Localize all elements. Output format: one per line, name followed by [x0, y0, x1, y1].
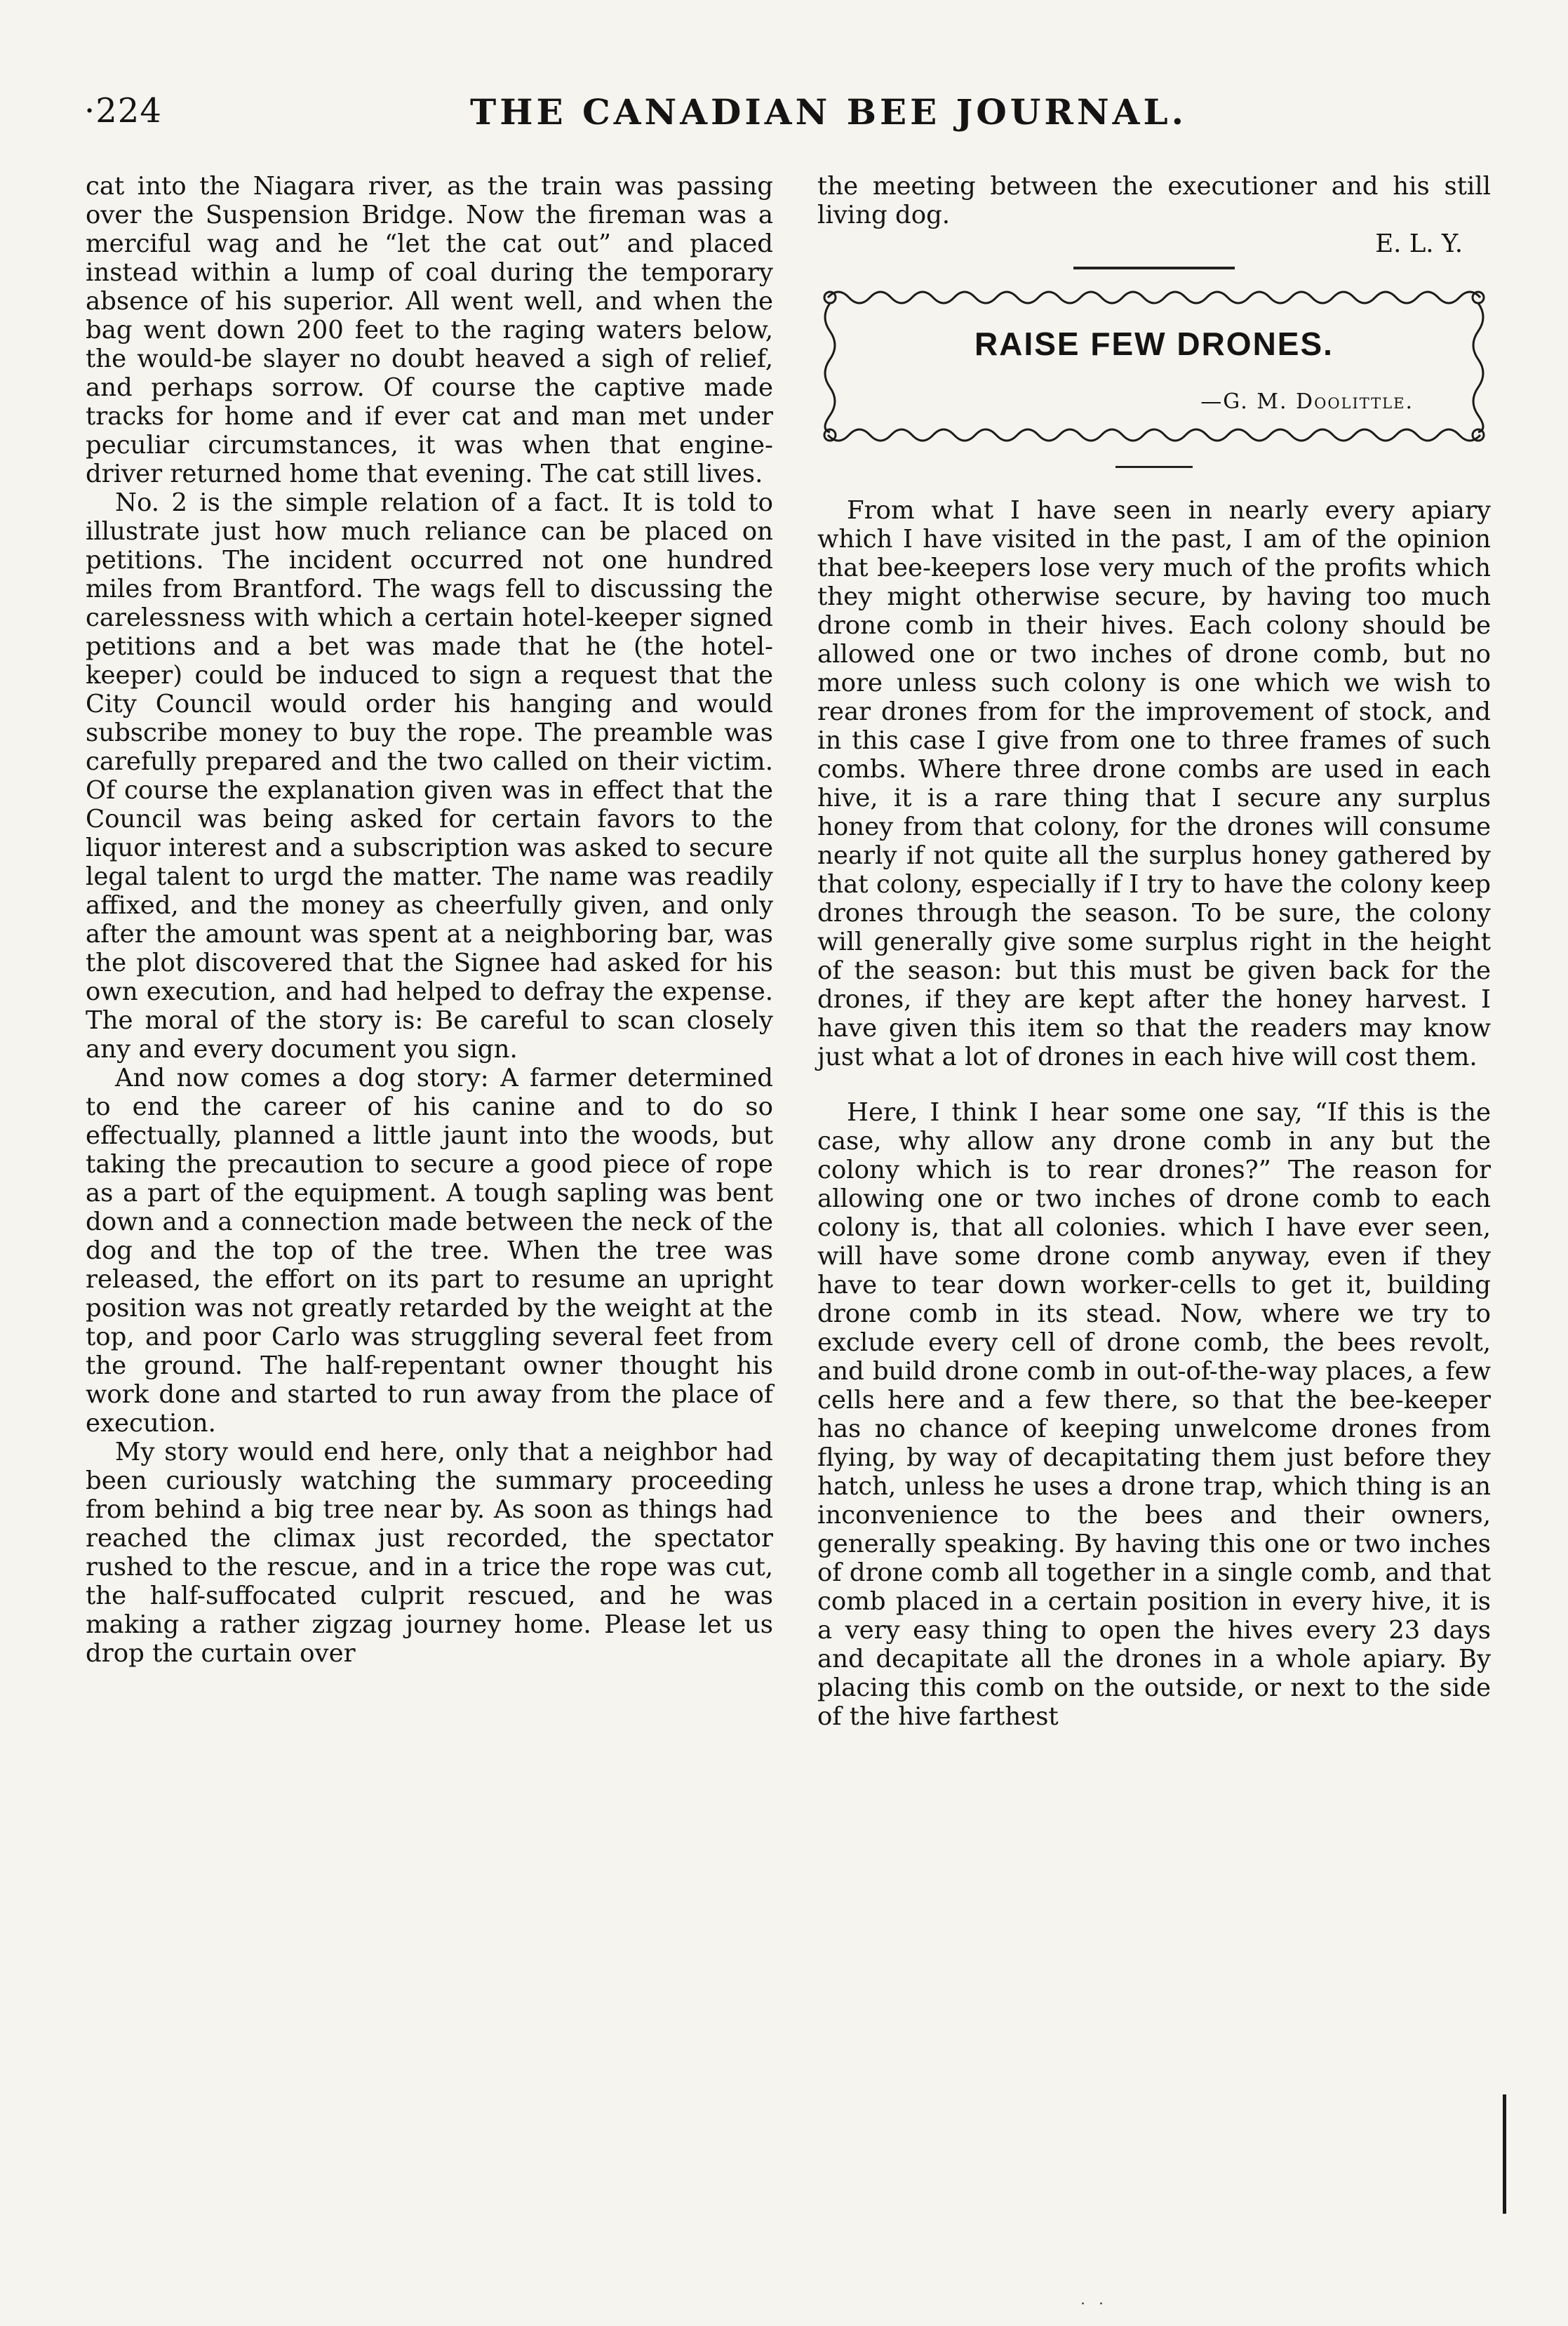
paragraph-drone-comb: From what I have seen in nearly every apiary which I have visited in the past, I am of the opinion that bee-keepers lose very much of the profits which they might otherwise secure, by having too much drone comb in their hives. Each colony should be allowed one or two inches of drone comb, but no more unless such colony is one which we wish to rear drones from for the improvement of stock, and in this case I give from one to three frames of such combs. Where three drone combs are used in each hive, it is a rare thing that I secure any surplus honey from that colony, for the drones will consume nearly if not quite all the surplus honey gathered by that colony, especially if I try to have the colony keep drones through the season. To be sure, the colony will generally give some surplus right in the height of the season: but this must be given back for the drones, if they are kept after the honey harvest. I have given this item so that the readers may know just what a lot of drones in each hive will cost them.: [817, 496, 1491, 1071]
paragraph-dog-story: And now comes a dog story: A farmer determined to end the career of his canine and to do so effectually, planned a little jaunt into the woods, but taking the precaution to secure a good piece of rope as a part of the equipment. A tough sapling was bent down and a connection made between the neck of the dog and the top of the tree. When the tree was released, the effort on its part to resume an upright position was not greatly retarded by the weight at the top, and poor Carlo was struggling several feet from the ground. The half-repentant owner thought his work done and started to run away from the place of execution.: [86, 1064, 773, 1438]
footer-marks: . .: [1080, 2291, 1108, 2308]
paragraph-drone-reason: Here, I think I hear some one say, “If this is the case, why allow any drone comb in any but the colony which is to rear drones?” The reason for allowing one or two inches of drone comb to each colony is, that all colonies. which I have ever seen, will have some drone comb anyway, even if they have to tear down worker-cells to get it, building drone comb in its stead. Now, where we try to exclude every cell of drone comb, the bees revolt, and build drone comb in out-of-the-way places, a few cells here and a few there, so that the bee-keeper has no chance of keeping unwelcome drones from flying, by way of decapitating them just before they hatch, unless he uses a drone trap, which thing is an inconvenience to the bees and their owners, generally speaking. By having this one or two inches of drone comb all together in a single comb, and that comb placed in a certain position in every hive, it is a very easy thing to open the hives every 23 days and decapitate all the drones in a whole apiary. By placing this comb on the outside, or next to the side of the hive farthest: [817, 1098, 1491, 1731]
ornamental-border: [817, 282, 1491, 450]
left-column: [86, 172, 773, 1668]
paragraph-story-ending: the meeting between the executioner and his still living dog.: [817, 172, 1491, 229]
article-author: —G. M. Doolittle.: [1200, 389, 1414, 414]
title-divider: [1115, 466, 1193, 468]
page-number: ·224: [84, 91, 162, 131]
signoff-line: [817, 229, 1491, 258]
article-title: RAISE FEW DRONES.: [974, 326, 1334, 362]
right-column: [817, 172, 1491, 1731]
section-divider: [1073, 267, 1235, 269]
story-signoff: E. L. Y.: [1375, 229, 1463, 258]
running-head: [84, 91, 1487, 147]
paragraph-dog-rescue: My story would end here, only that a neighbor had been curiously watching the summary proceeding from behind a big tree near by. As soon as things had reached the climax just recorded, the spectator rushed to the rescue, and in a trice the rope was cut, the half-suffocated culprit rescued, and he was making a rather zigzag journey home. Please let us drop the curtain over: [86, 1438, 773, 1668]
margin-rule: [1503, 2094, 1506, 2214]
journal-title: THE CANADIAN BEE JOURNAL.: [470, 91, 1188, 133]
paragraph-cat-story: cat into the Niagara river, as the train was passing over the Suspension Bridge. Now the fireman was a merciful wag and he “let the cat out” and placed instead within a lump of coal during the temporary absence of his superior. All went well, and when the bag went down 200 feet to the raging waters below, the would-be slayer no doubt heaved a sigh of relief, and perhaps sorrow. Of course the captive made tracks for home and if ever cat and man met under peculiar circumstances, it was when that engine-driver returned home that evening. The cat still lives.: [86, 172, 773, 488]
paragraph-petition-story: No. 2 is the simple relation of a fact. It is told to illustrate just how much reliance can be placed on petitions. The incident occurred not one hundred miles from Brantford. The wags fell to discussing the carelessness with which a certain hotel-keeper signed petitions and a bet was made that he (the hotel-keeper) could be induced to sign a request that the City Council would order his hanging and would subscribe money to buy the rope. The preamble was carefully prepared and the two called on their victim. Of course the explanation given was in effect that the Council was being asked for certain favors to the liquor interest and a subscription was asked to secure legal talent to urgd the matter. The name was readily affixed, and the money as cheerfully given, and only after the amount was spent at a neighboring bar, was the plot discovered that the Signee had asked for his own execution, and had helped to defray the expense. The moral of the story is: Be careful to scan closely any and every document you sign.: [86, 488, 773, 1064]
article-title-box: [817, 282, 1491, 450]
